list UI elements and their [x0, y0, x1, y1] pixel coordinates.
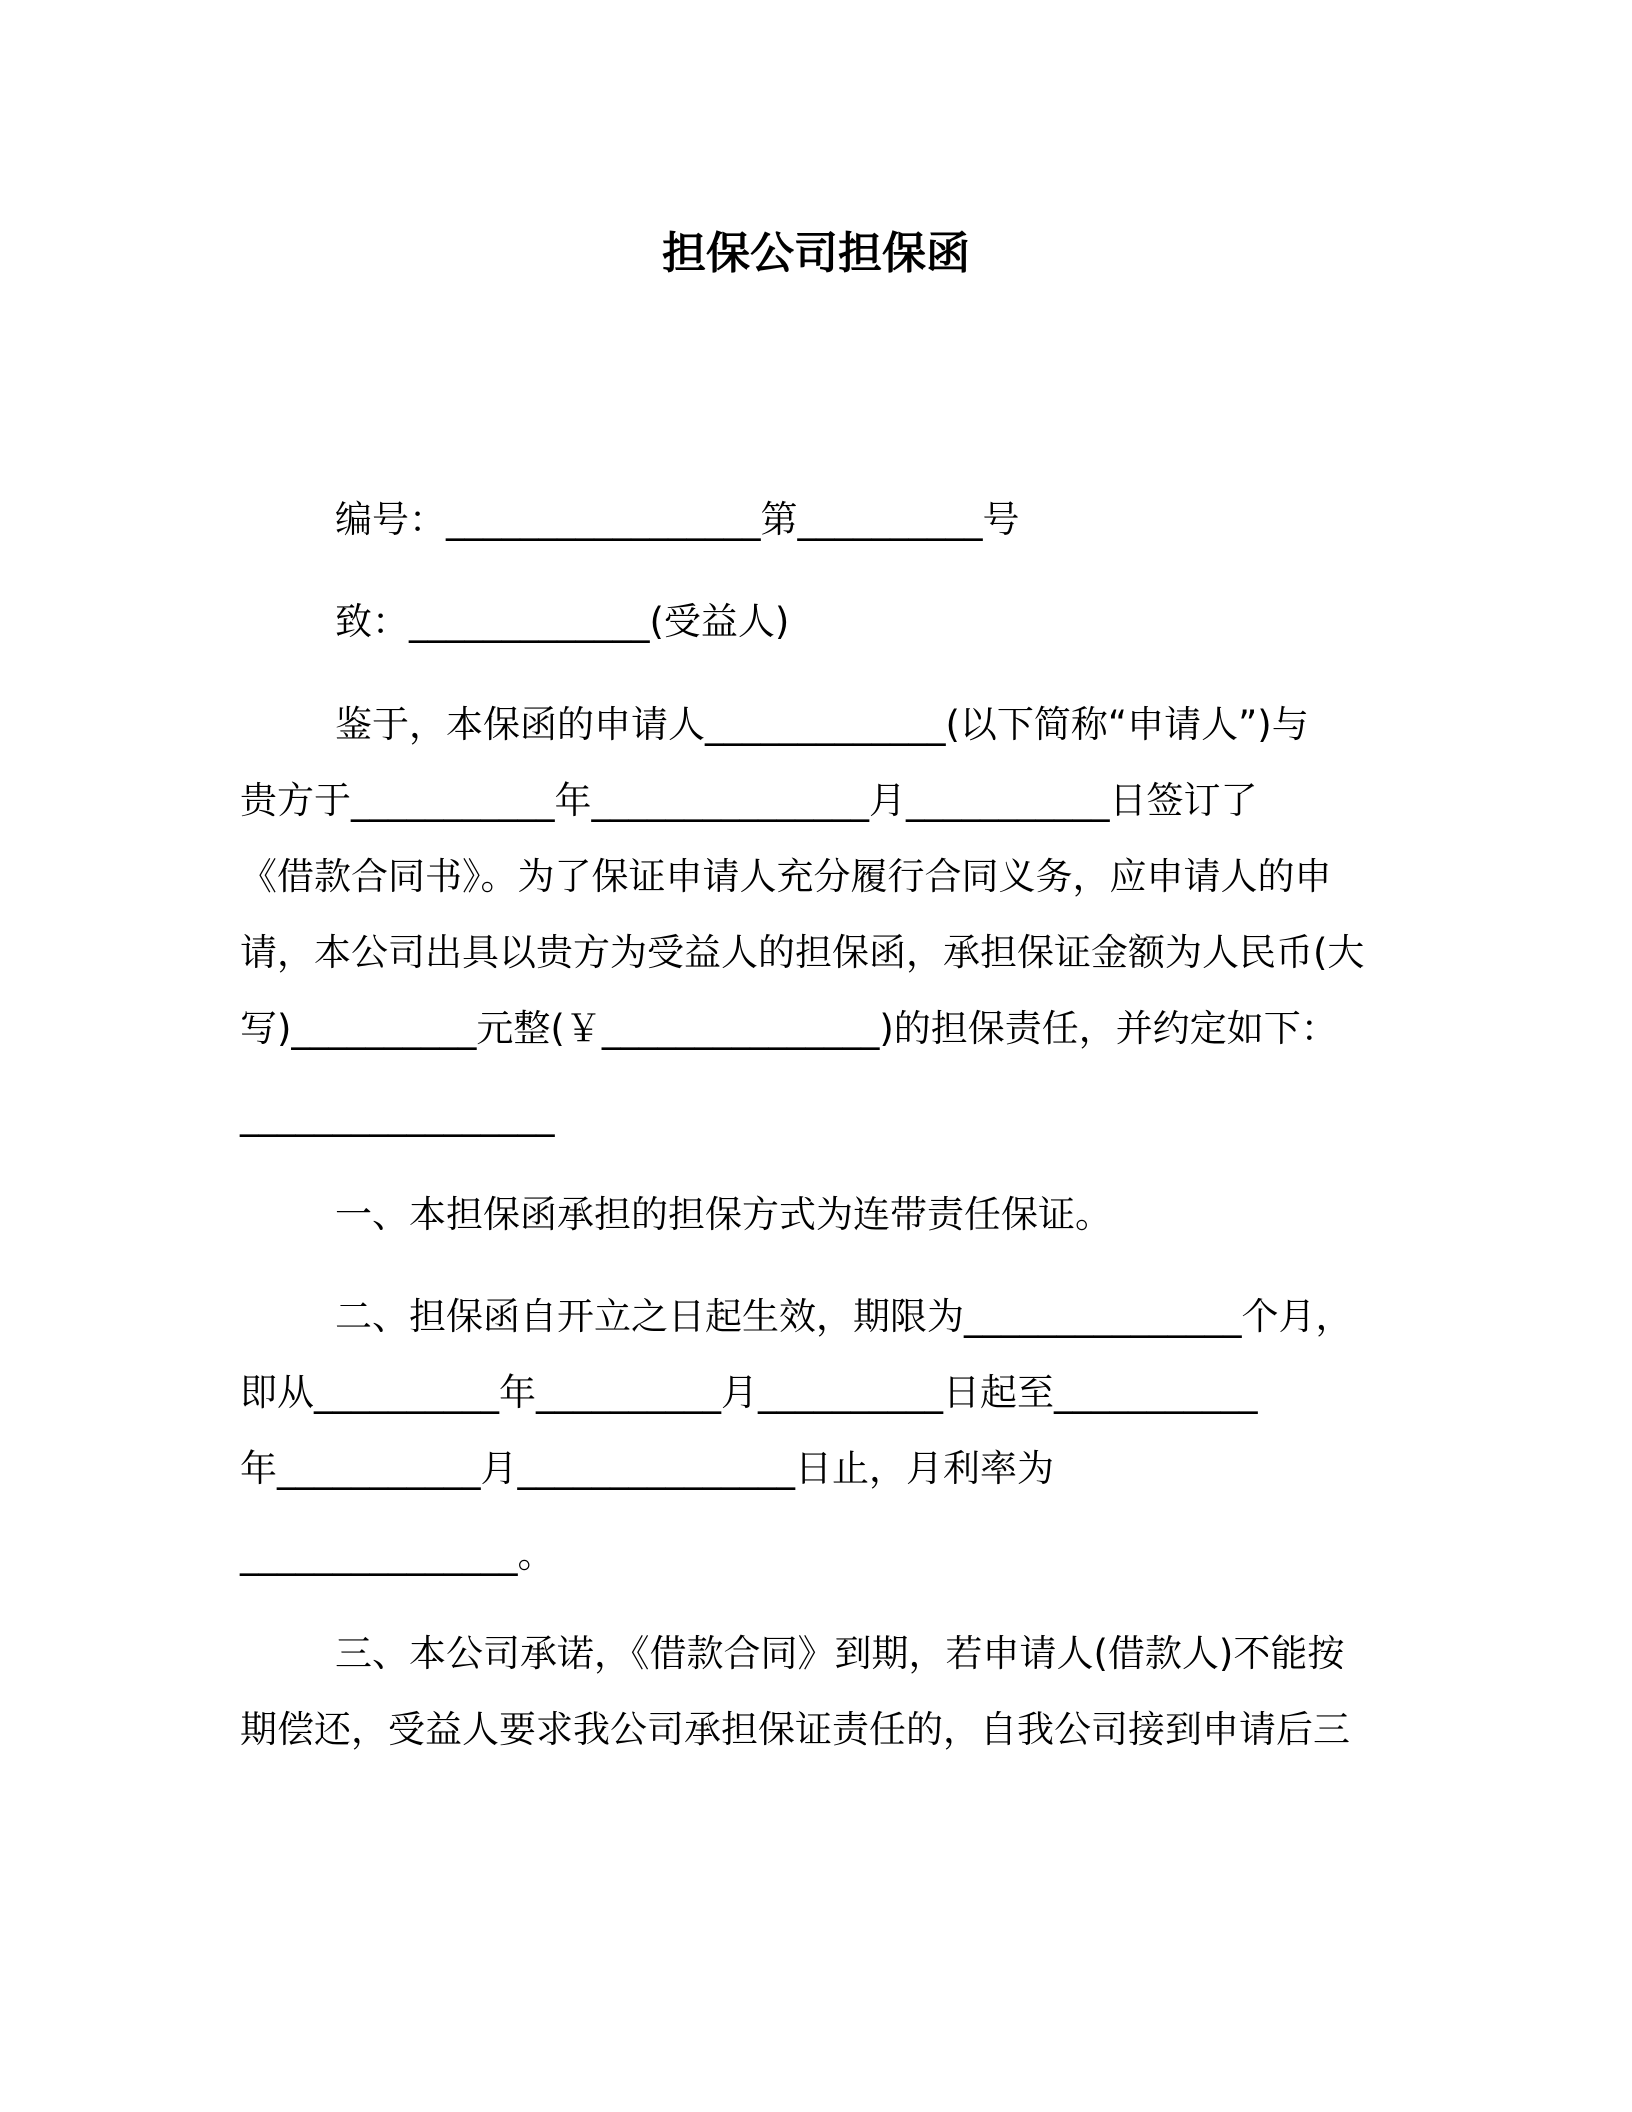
clause-2-line: 年___________月_______________日止，月利率为 [240, 1447, 1054, 1490]
clause-2-line: 即从__________年__________月__________日起至___________ [240, 1371, 1258, 1414]
clause-1: 一、本担保函承担的担保方式为连带责任保证。 [335, 1193, 1112, 1236]
document-title: 担保公司担保函 [662, 228, 970, 279]
body-line: 鉴于，本保函的申请人_____________(以下简称“申请人”)与 [335, 703, 1309, 746]
clause-2-line: 二、担保函自开立之日起生效，期限为_______________个月， [335, 1295, 1353, 1338]
body-line: 写)__________元整(￥_______________)的担保责任，并约定如下： [240, 1007, 1338, 1050]
blank-line: _________________ [240, 1094, 555, 1137]
body-line: 贵方于___________年_______________月___________日签订了 [240, 779, 1258, 822]
recipient-line: 致：_____________(受益人) [335, 600, 790, 643]
clause-3-line: 期偿还，受益人要求我公司承担保证责任的，自我公司接到申请后三 [240, 1708, 1350, 1751]
serial-number-line: 编号：_________________第__________号 [335, 498, 1020, 541]
clause-2-line: _______________。 [240, 1533, 555, 1576]
clause-3-line: 三、本公司承诺，《借款合同》到期，若申请人(借款人)不能按 [335, 1632, 1345, 1675]
body-line: 请，本公司出具以贵方为受益人的担保函，承担保证金额为人民币(大 [240, 931, 1365, 974]
body-line: 《借款合同书》。为了保证申请人充分履行合同义务，应申请人的申 [240, 855, 1332, 898]
